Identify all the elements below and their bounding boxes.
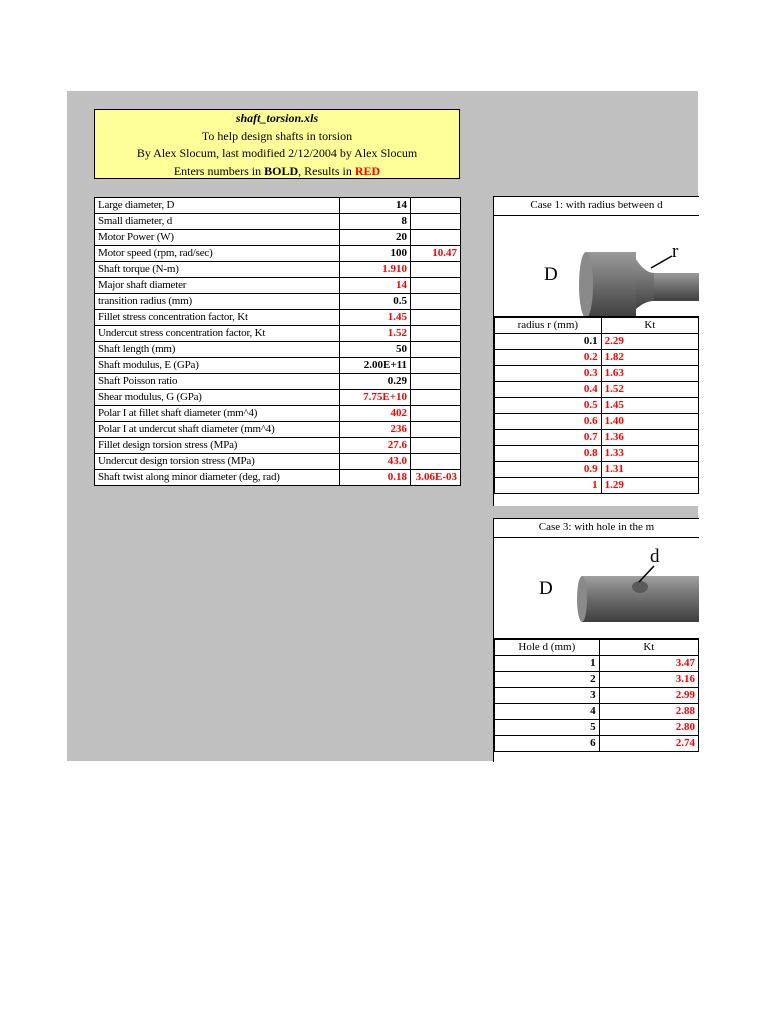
input-cell[interactable]: 0.4 <box>495 382 602 398</box>
input-cell[interactable]: 0.9 <box>495 462 602 478</box>
param-value-secondary[interactable] <box>411 390 461 406</box>
column-header: Kt <box>599 640 698 656</box>
holed-shaft-icon <box>494 538 699 638</box>
param-value-secondary[interactable]: 10.47 <box>411 246 461 262</box>
param-value[interactable]: 2.00E+11 <box>340 358 411 374</box>
table-row <box>495 688 699 704</box>
input-cell[interactable]: 0.5 <box>495 398 602 414</box>
table-row <box>495 366 699 382</box>
table-row <box>95 326 461 342</box>
param-value-secondary[interactable] <box>411 326 461 342</box>
table-row <box>495 414 699 430</box>
case1-shaft-illustration <box>494 216 699 317</box>
param-label: Shaft modulus, E (GPa) <box>95 358 340 374</box>
legend-line <box>95 163 459 181</box>
kt-cell[interactable]: 1.45 <box>601 398 698 414</box>
table-row <box>95 246 461 262</box>
param-value[interactable]: 50 <box>340 342 411 358</box>
table-row <box>495 656 699 672</box>
table-row <box>95 214 461 230</box>
legend-bold: BOLD <box>264 163 299 178</box>
param-value-secondary[interactable] <box>411 406 461 422</box>
kt-cell[interactable]: 2.99 <box>599 688 698 704</box>
case3-shaft-illustration <box>494 538 699 639</box>
param-label: Shaft torque (N-m) <box>95 262 340 278</box>
input-cell[interactable]: 6 <box>495 736 600 752</box>
input-cell[interactable]: 2 <box>495 672 600 688</box>
param-value-secondary[interactable] <box>411 214 461 230</box>
file-name: shaft_torsion.xls <box>235 111 319 125</box>
table-row <box>495 672 699 688</box>
stepped-shaft-icon <box>494 216 699 316</box>
case3-label-d: d <box>650 546 660 567</box>
table-row <box>95 438 461 454</box>
table-row <box>95 278 461 294</box>
param-label: Fillet design torsion stress (MPa) <box>95 438 340 454</box>
table-row <box>495 430 699 446</box>
input-cell[interactable]: 0.6 <box>495 414 602 430</box>
kt-cell[interactable]: 2.74 <box>599 736 698 752</box>
param-value[interactable]: 236 <box>340 422 411 438</box>
input-cell[interactable]: 0.3 <box>495 366 602 382</box>
kt-cell[interactable]: 3.16 <box>599 672 698 688</box>
param-value-secondary[interactable] <box>411 294 461 310</box>
case1-label-r: r <box>672 241 679 262</box>
case1-label-D: D <box>544 264 558 285</box>
author-line: By Alex Slocum, last modified 2/12/2004 by Alex Slocum <box>136 146 418 160</box>
table-row <box>95 310 461 326</box>
param-value-secondary[interactable] <box>411 342 461 358</box>
parameters-table <box>94 197 461 486</box>
param-label: Fillet stress concentration factor, Kt <box>95 310 340 326</box>
param-value[interactable]: 14 <box>340 278 411 294</box>
kt-cell[interactable]: 1.31 <box>601 462 698 478</box>
description-line: To help design shafts in torsion <box>201 128 353 143</box>
input-cell[interactable]: 1 <box>495 478 602 494</box>
input-cell[interactable]: 0.1 <box>495 334 602 350</box>
legend-text-b: , Results in <box>298 163 355 178</box>
param-value[interactable]: 7.75E+10 <box>340 390 411 406</box>
kt-cell[interactable]: 3.47 <box>599 656 698 672</box>
param-value[interactable]: 8 <box>340 214 411 230</box>
param-value-secondary[interactable] <box>411 422 461 438</box>
table-row <box>495 462 699 478</box>
param-value-secondary[interactable] <box>411 198 461 214</box>
case1-header: Case 1: with radius between d <box>494 197 699 216</box>
param-label: Motor Power (W) <box>95 230 340 246</box>
param-value[interactable]: 43.0 <box>340 454 411 470</box>
input-cell[interactable]: 5 <box>495 720 600 736</box>
table-row <box>95 342 461 358</box>
table-row <box>95 454 461 470</box>
param-value[interactable]: 100 <box>340 246 411 262</box>
param-value[interactable]: 0.5 <box>340 294 411 310</box>
column-header: Kt <box>601 318 698 334</box>
input-cell[interactable]: 0.8 <box>495 446 602 462</box>
table-row <box>95 406 461 422</box>
param-value-secondary[interactable] <box>411 454 461 470</box>
table-header-row <box>495 318 699 334</box>
kt-cell[interactable]: 1.33 <box>601 446 698 462</box>
table-row <box>95 262 461 278</box>
input-cell[interactable]: 3 <box>495 688 600 704</box>
param-value-secondary[interactable] <box>411 262 461 278</box>
param-label: Undercut stress concentration factor, Kt <box>95 326 340 342</box>
column-header: radius r (mm) <box>495 318 602 334</box>
table-row <box>95 422 461 438</box>
table-row <box>495 704 699 720</box>
param-label: transition radius (mm) <box>95 294 340 310</box>
kt-cell[interactable]: 2.29 <box>601 334 698 350</box>
case3-label-D: D <box>539 578 553 599</box>
param-label: Shaft length (mm) <box>95 342 340 358</box>
param-value[interactable]: 1.45 <box>340 310 411 326</box>
param-value-secondary[interactable] <box>411 278 461 294</box>
param-value[interactable]: 0.29 <box>340 374 411 390</box>
param-label: Major shaft diameter <box>95 278 340 294</box>
case3-header: Case 3: with hole in the m <box>494 519 699 538</box>
input-cell[interactable]: 1 <box>495 656 600 672</box>
kt-cell[interactable]: 1.52 <box>601 382 698 398</box>
param-label: Large diameter, D <box>95 198 340 214</box>
kt-cell[interactable]: 2.80 <box>599 720 698 736</box>
kt-cell[interactable]: 1.82 <box>601 350 698 366</box>
table-row <box>495 398 699 414</box>
legend-text-a: Enters numbers in <box>173 163 265 178</box>
param-label: Polar I at undercut shaft diameter (mm^4) <box>95 422 340 438</box>
title-box <box>94 109 460 179</box>
table-row <box>95 374 461 390</box>
param-value[interactable]: 27.6 <box>340 438 411 454</box>
param-label: Shaft Poisson ratio <box>95 374 340 390</box>
param-label: Shear modulus, G (GPa) <box>95 390 340 406</box>
table-row <box>95 358 461 374</box>
param-value[interactable]: 20 <box>340 230 411 246</box>
param-label: Shaft twist along minor diameter (deg, rad) <box>95 470 340 486</box>
kt-cell[interactable]: 1.63 <box>601 366 698 382</box>
kt-cell[interactable]: 1.36 <box>601 430 698 446</box>
param-value-secondary[interactable]: 3.06E-03 <box>411 470 461 486</box>
case3-table <box>494 639 699 752</box>
table-row <box>495 382 699 398</box>
table-row <box>495 736 699 752</box>
table-row <box>495 720 699 736</box>
param-value-secondary[interactable] <box>411 358 461 374</box>
table-row <box>495 334 699 350</box>
table-row <box>495 478 699 494</box>
param-value[interactable]: 1.52 <box>340 326 411 342</box>
param-value[interactable]: 0.18 <box>340 470 411 486</box>
table-row <box>95 470 461 486</box>
param-label: Small diameter, d <box>95 214 340 230</box>
param-value[interactable]: 402 <box>340 406 411 422</box>
param-value-secondary[interactable] <box>411 374 461 390</box>
param-label: Motor speed (rpm, rad/sec) <box>95 246 340 262</box>
param-value[interactable]: 14 <box>340 198 411 214</box>
table-header-row <box>495 640 699 656</box>
table-row <box>495 350 699 366</box>
case1-table <box>494 317 699 494</box>
case1-panel <box>493 196 699 506</box>
input-cell[interactable]: 0.2 <box>495 350 602 366</box>
case3-panel <box>493 518 699 762</box>
input-cell[interactable]: 4 <box>495 704 600 720</box>
param-label: Polar I at fillet shaft diameter (mm^4) <box>95 406 340 422</box>
legend-red: RED <box>354 163 381 178</box>
kt-cell[interactable]: 1.40 <box>601 414 698 430</box>
table-row <box>495 446 699 462</box>
column-header: Hole d (mm) <box>495 640 600 656</box>
table-row <box>95 390 461 406</box>
param-label: Undercut design torsion stress (MPa) <box>95 454 340 470</box>
kt-cell[interactable]: 2.88 <box>599 704 698 720</box>
input-cell[interactable]: 0.7 <box>495 430 602 446</box>
table-row <box>95 294 461 310</box>
param-value-secondary[interactable] <box>411 438 461 454</box>
param-value-secondary[interactable] <box>411 310 461 326</box>
param-value-secondary[interactable] <box>411 230 461 246</box>
table-row <box>95 230 461 246</box>
param-value[interactable]: 1.910 <box>340 262 411 278</box>
kt-cell[interactable]: 1.29 <box>601 478 698 494</box>
table-row <box>95 198 461 214</box>
